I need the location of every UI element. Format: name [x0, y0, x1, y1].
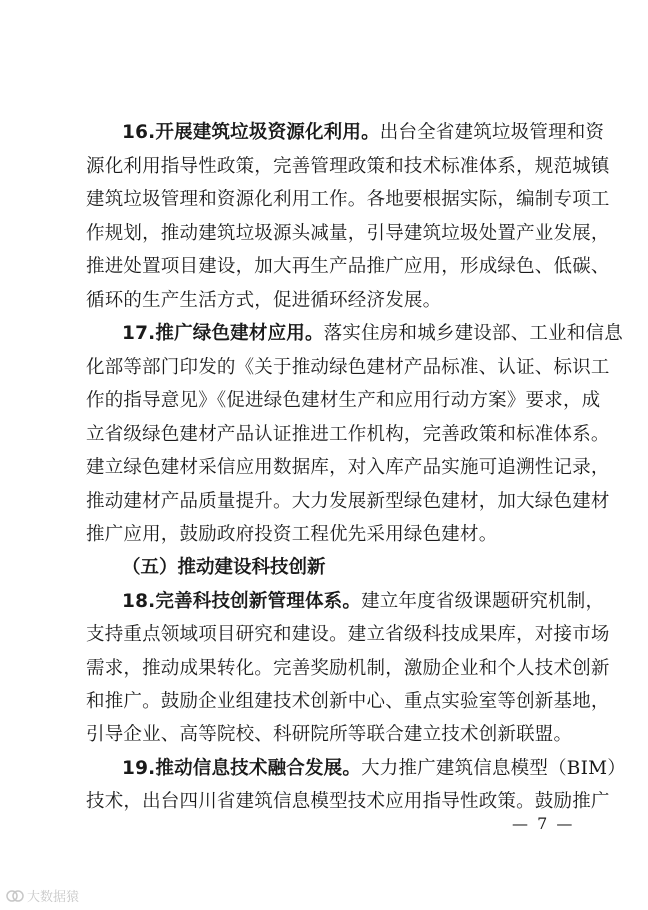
para16-line1 [122, 122, 605, 143]
para18-line2: 支持重点领域项目研究和建设。建立省级科技成果库，对接市场 [86, 624, 610, 645]
para18-heading: 18.完善科技创新管理体系。 [122, 591, 362, 612]
para17-line6: 推动建材产品质量提升。大力发展新型绿色建材，加大绿色建材 [86, 491, 610, 512]
para18-line5: 引导企业、高等院校、科研院所等联合建立技术创新联盟。 [86, 724, 573, 745]
para16-line4: 作规划，推动建筑垃圾源头减量，引导建筑垃圾处置产业发展， [86, 223, 610, 244]
para19-line1 [122, 758, 626, 779]
para17-line4: 立省级绿色建材产品认证推进工作机构，完善政策和标准体系。 [86, 424, 610, 445]
watermark-text: 大数据猿 [27, 890, 80, 905]
watermark [6, 886, 79, 905]
para16-line2: 源化利用指导性政策，完善管理政策和技术标准体系，规范城镇 [86, 156, 610, 177]
para17-line7: 推广应用，鼓励政府投资工程优先采用绿色建材。 [86, 524, 498, 545]
para19-text: 大力推广建筑信息模型（BIM） [361, 758, 626, 779]
para17-line5: 建立绿色建材采信应用数据库，对入库产品实施可追溯性记录， [86, 457, 610, 478]
para18-line3: 需求，推动成果转化。完善奖励机制，激励企业和个人技术创新 [86, 658, 610, 679]
para16-line6: 循环的生产生活方式，促进循环经济发展。 [86, 290, 442, 311]
para17-line1 [122, 323, 623, 344]
para18-text: 建立年度省级课题研究机制， [361, 591, 605, 612]
para19-heading: 19.推动信息技术融合发展。 [122, 758, 362, 779]
page-number: — 7 — [512, 814, 575, 833]
para17-line3: 作的指导意见》《促进绿色建材生产和应用行动方案》要求，成 [86, 390, 601, 411]
para17-text: 落实住房和城乡建设部、工业和信息 [323, 323, 623, 344]
para17-line2: 化部等部门印发的《关于推动绿色建材产品标准、认证、标识工 [86, 357, 610, 378]
para18-line4: 和推广。鼓励企业组建技术创新中心、重点实验室等创新基地， [86, 691, 610, 712]
para16-line5: 推进处置项目建设，加大再生产品推广应用，形成绿色、低碳、 [86, 256, 610, 277]
para17-heading: 17.推广绿色建材应用。 [122, 323, 324, 344]
para16-line3: 建筑垃圾管理和资源化利用工作。各地要根据实际，编制专项工 [86, 189, 610, 210]
section-heading: （五）推动建设科技创新 [122, 557, 326, 578]
watermark-logo-icon [6, 889, 24, 903]
para18-line1 [122, 591, 605, 612]
para19-line2: 技术，出台四川省建筑信息模型技术应用指导性政策。鼓励推广 [86, 791, 610, 812]
para16-text: 出台全省建筑垃圾管理和资 [379, 122, 605, 143]
para16-heading: 16.开展建筑垃圾资源化利用。 [122, 122, 380, 143]
